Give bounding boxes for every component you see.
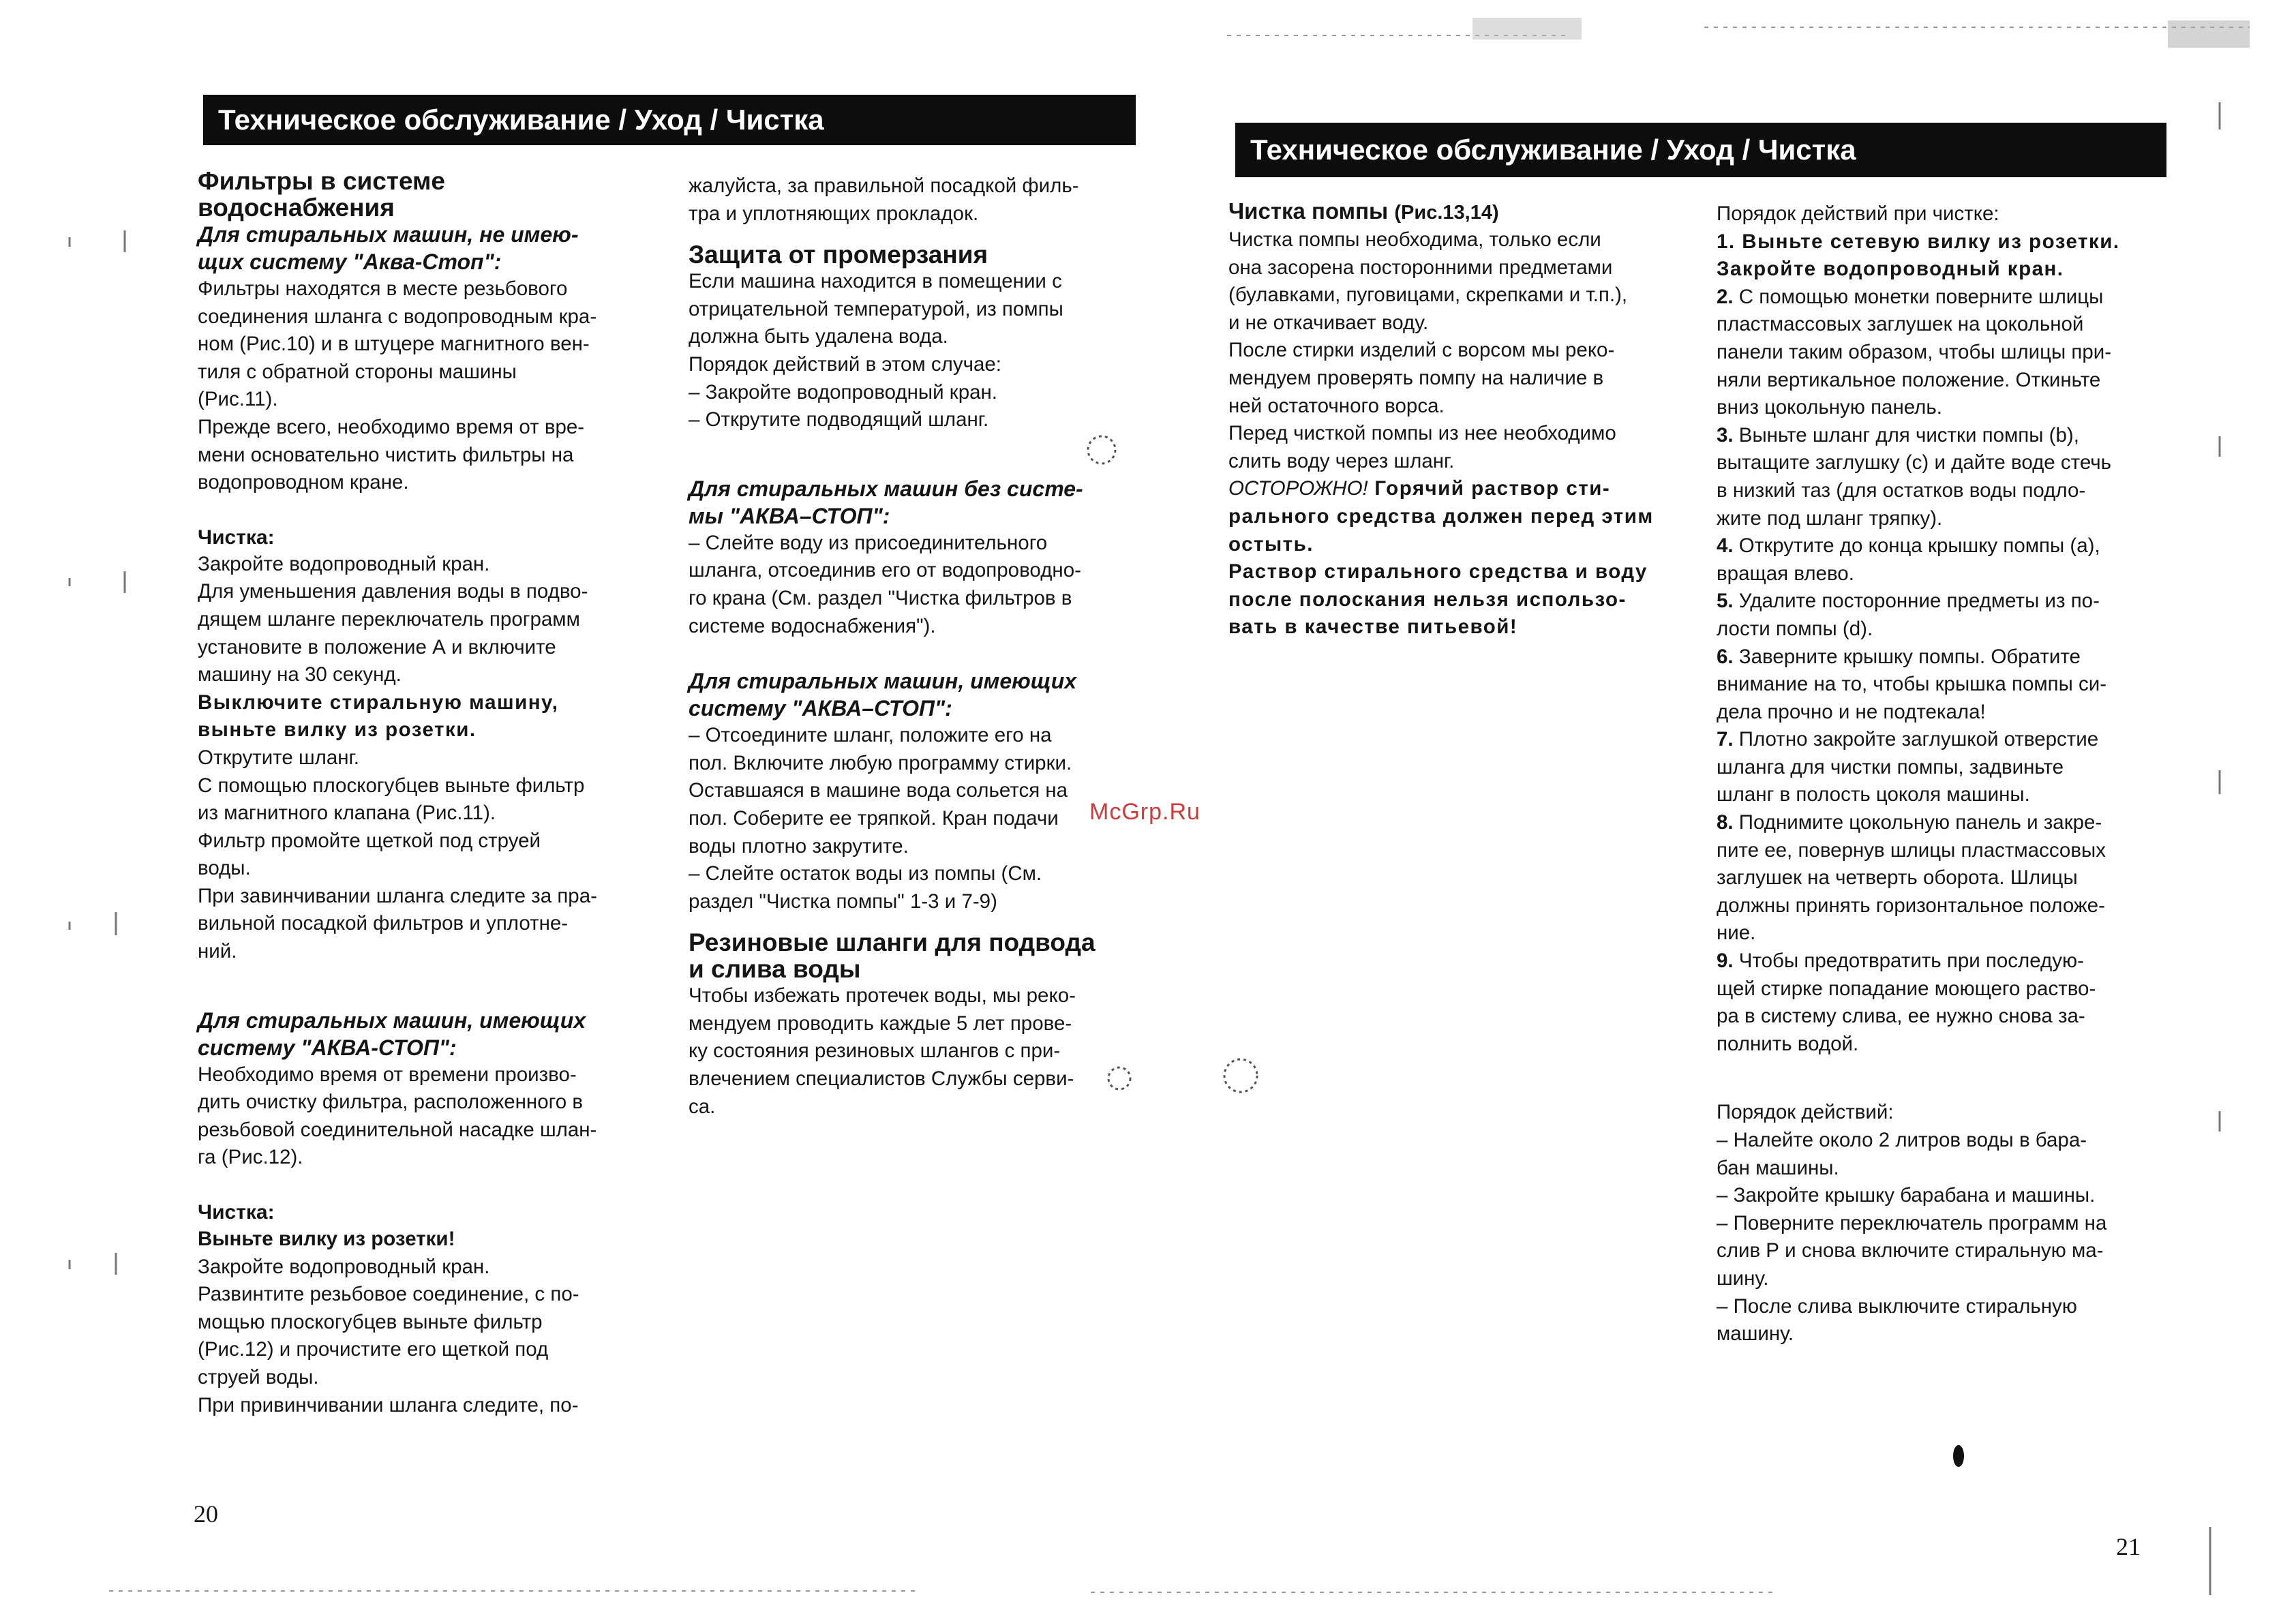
no-aqua-heading: Для стиральных машин без систе- xyxy=(689,476,1083,501)
text-line: мендуем проверять помпу на наличие в xyxy=(1228,366,1604,389)
text-line: дела прочно и не подтекала! xyxy=(1717,700,1986,723)
watermark: McGrp.Ru xyxy=(1089,799,1200,825)
text-line: Чтобы избежать протечек воды, мы реко- xyxy=(689,984,1076,1007)
text-line: лости помпы (d). xyxy=(1717,617,1873,640)
text-line: Перед чисткой помпы из нее необходимо xyxy=(1228,422,1616,445)
text-line: ном (Рис.10) и в штуцере магнитного вен- xyxy=(198,333,590,356)
bold-warning: выньте вилку из розетки. xyxy=(198,718,477,742)
text-line: шланга для чистки помпы, задвиньте xyxy=(1717,755,2064,778)
text-line: Открутите шланг. xyxy=(198,746,359,769)
text-line: Фильтры находятся в месте резьбового xyxy=(198,277,568,300)
text-line: должна быть удалена вода. xyxy=(689,325,948,348)
text-line: – Слейте остаток воды из помпы (См. xyxy=(689,862,1042,885)
text-line: в низкий таз (для остатков воды подло- xyxy=(1717,479,2086,502)
text-line: Закройте водопроводный кран. xyxy=(198,1255,490,1278)
aqua-heading-2: систему "АКВА-СТОП": xyxy=(198,1035,457,1060)
text-line: шланг в полость цоколя машины. xyxy=(1717,783,2030,806)
text-line: влечением специалистов Службы серви- xyxy=(689,1067,1074,1091)
text-line: внимание на то, чтобы крышка помпы си- xyxy=(1717,673,2107,696)
list-item: машину. xyxy=(1717,1322,1794,1346)
text-line: няли вертикальное положение. Откиньте xyxy=(1717,368,2101,391)
text-line: ней остаточного ворса. xyxy=(1228,394,1445,417)
list-item: шину. xyxy=(1717,1266,1769,1290)
hoses-title: Резиновые шланги для подвода xyxy=(689,928,1096,957)
step-1: 1. Выньте сетевую вилку из розетки. xyxy=(1717,230,2120,253)
cleaning-title: Чистка: xyxy=(198,526,275,549)
step-text: С помощью монетки поверните шлицы xyxy=(1733,285,2104,308)
bold-warning: Выньте вилку из розетки! xyxy=(198,1228,455,1251)
text-line: мощью плоскогубцев выньте фильтр xyxy=(198,1310,543,1333)
text-line: ра в систему слива, ее нужно снова за- xyxy=(1717,1005,2085,1028)
text-line: вниз цокольную панель. xyxy=(1717,396,1942,419)
right-column-2 xyxy=(1717,200,2166,1348)
text-line: мендуем проводить каждые 5 лет прове- xyxy=(689,1012,1072,1035)
text-line: заглушек на четверть оборота. Шлицы xyxy=(1717,866,2078,890)
cleaning-title-2: Чистка: xyxy=(198,1201,275,1224)
text-line: С помощью плоскогубцев выньте фильтр xyxy=(198,774,585,797)
step-number: 5. xyxy=(1717,590,1734,613)
text-line: ку состояния резиновых шлангов с при- xyxy=(689,1040,1061,1063)
list-item: бан машины. xyxy=(1717,1156,1839,1179)
no-aqua-heading-2: щих систему "Аква-Стоп": xyxy=(198,249,502,274)
text-line: – Слейте воду из присоединительного xyxy=(689,531,1048,554)
text-line: Необходимо время от времени произво- xyxy=(198,1063,577,1086)
page-number-left: 20 xyxy=(194,1500,218,1528)
text-line: полнить водой. xyxy=(1717,1032,1859,1055)
warning-text: рального средства должен перед этим xyxy=(1228,504,1654,528)
step-text: Открутите до конца крышку помпы (а), xyxy=(1733,534,2100,558)
step-number: 4. xyxy=(1717,534,1734,558)
text-line: жите под шланг тряпку). xyxy=(1717,506,1943,530)
text-line: (Рис.11). xyxy=(198,388,278,411)
text-line: дить очистку фильтра, расположенного в xyxy=(198,1091,583,1114)
step-1: Закройте водопроводный кран. xyxy=(1717,258,2064,281)
pump-title-ref: (Рис.13,14) xyxy=(1394,202,1499,224)
step-8 xyxy=(1717,809,2166,837)
text-line: – Открутите подводящий шланг. xyxy=(689,408,989,431)
text-line: мени основательно чистить фильтры на xyxy=(198,443,574,466)
text-line: пол. Включите любую программу стирки. xyxy=(689,751,1072,774)
text-line: – Отсоедините шланг, положите его на xyxy=(689,724,1052,747)
ink-dot xyxy=(1953,1445,1964,1467)
text-line: панели таким образом, чтобы шлицы при- xyxy=(1717,340,2112,363)
text-line: са. xyxy=(689,1095,716,1118)
text-line: Порядок действий в этом случае: xyxy=(689,352,1001,376)
step-text: Заверните крышку помпы. Обратите xyxy=(1733,645,2081,668)
filters-title: Фильтры в системе xyxy=(198,167,446,195)
text-line: пите ее, повернув шлицы пластмассовых xyxy=(1717,838,2106,862)
text-line: она засорена посторонними предметами xyxy=(1228,256,1613,279)
text-line: шланга, отсоединив его от водопроводно- xyxy=(689,559,1081,582)
warning-label: ОСТОРОЖНО! xyxy=(1228,477,1368,500)
text-line: Развинтите резьбовое соединение, с по- xyxy=(198,1283,579,1306)
text-line: го крана (См. раздел "Чистка фильтров в xyxy=(689,586,1072,609)
text-line: отрицательной температурой, из помпы xyxy=(689,297,1063,320)
warning-text: после полоскания нельзя использо- xyxy=(1228,588,1627,611)
step-4 xyxy=(1717,532,2166,560)
warning-text: Раствор стирального средства и воду xyxy=(1228,560,1648,583)
text-line: и не откачивает воду. xyxy=(1228,311,1429,334)
text-line: пластмассовых заглушек на цокольной xyxy=(1717,313,2084,336)
text-line: вильной посадкой фильтров и уплотне- xyxy=(198,912,569,935)
warning-text: остыть. xyxy=(1228,532,1314,556)
text-line: слить воду через шланг. xyxy=(1228,449,1455,472)
text-line: ний. xyxy=(198,940,237,963)
noise-blob xyxy=(1472,18,1582,40)
aqua-heading-2: систему "АКВА–СТОП": xyxy=(689,696,952,721)
text-line: из магнитного клапана (Рис.11). xyxy=(198,802,496,825)
text-line: вращая влево. xyxy=(1717,562,1854,585)
step-number: 2. xyxy=(1717,285,1734,308)
text-line: вытащите заглушку (c) и дайте воде стечь xyxy=(1717,451,2112,474)
hoses-title-2: и слива воды xyxy=(689,955,861,984)
step-number: 8. xyxy=(1717,811,1734,834)
left-column-2 xyxy=(689,172,1142,1121)
warning-text: Горячий раствор сти- xyxy=(1368,477,1611,500)
list-item: – Поверните переключатель программ на xyxy=(1717,1211,2107,1234)
text-line: га (Рис.12). xyxy=(198,1146,303,1169)
list-item: слив Р и снова включите стиральную ма- xyxy=(1717,1239,2104,1262)
text-line: Прежде всего, необходимо время от вре- xyxy=(198,415,585,438)
text-line: (Рис.12) и прочистите его щеткой под xyxy=(198,1338,549,1361)
bold-warning: Выключите стиральную машину, xyxy=(198,691,559,714)
text-line: резьбовой соединительной насадке шлан- xyxy=(198,1118,597,1141)
warning-text: вать в качестве питьевой! xyxy=(1228,616,1518,639)
text-line: дящем шланге переключатель программ xyxy=(198,607,580,631)
pump-title xyxy=(1228,198,1682,226)
right-column-1 xyxy=(1228,198,1682,641)
text-line: При привинчивании шланга следите, по- xyxy=(198,1393,579,1416)
text-line: жалуйста, за правильной посадкой филь- xyxy=(689,175,1079,197)
aqua-heading: Для стиральных машин, имеющих xyxy=(689,669,1077,694)
text-line: Если машина находится в помещении с xyxy=(689,270,1062,293)
step-3 xyxy=(1717,422,2166,450)
text-line: должны принять горизонтальное положе- xyxy=(1717,894,2105,917)
text-line: тиля с обратной стороны машины xyxy=(198,360,517,383)
list-item: – После слива выключите стиральную xyxy=(1717,1294,2077,1318)
text-line: При завинчивании шланга следите за пра- xyxy=(198,884,597,907)
step-text: Выньте шланг для чистки помпы (b), xyxy=(1733,423,2079,446)
no-aqua-heading: Для стиральных машин, не имею- xyxy=(198,222,579,247)
step-text: Чтобы предотвратить при последую- xyxy=(1733,950,2084,973)
text-line: Оставшаяся в машине вода сольется на xyxy=(689,779,1068,802)
left-column-1 xyxy=(198,168,648,1419)
text-line: После стирки изделий с ворсом мы реко- xyxy=(1228,339,1615,362)
step-text: Плотно закройте заглушкой отверстие xyxy=(1733,728,2099,751)
text-line: системе водоснабжения"). xyxy=(689,614,936,637)
text-line: струей воды. xyxy=(198,1366,319,1389)
text-line: тра и уплотняющих прокладок. xyxy=(689,202,979,225)
text-line: (булавками, пуговицами, скрепками и т.п.), xyxy=(1228,284,1628,307)
step-6 xyxy=(1717,643,2166,671)
text-line: Порядок действий: xyxy=(1717,1101,1894,1124)
page-number-right: 21 xyxy=(2116,1533,2141,1560)
text-line: пол. Соберите ее тряпкой. Кран подачи xyxy=(689,806,1059,830)
text-line: Для уменьшения давления воды в подво- xyxy=(198,580,588,603)
right-page-header: Техническое обслуживание / Уход / Чистка xyxy=(1235,123,2166,177)
step-7 xyxy=(1717,726,2166,754)
pump-title-text: Чистка помпы xyxy=(1228,198,1389,224)
list-item: – Закройте крышку барабана и машины. xyxy=(1717,1184,2096,1207)
filters-title-2: водоснабжения xyxy=(198,194,395,222)
step-number: 7. xyxy=(1717,728,1734,751)
text-line: щей стирке попадание моющего раство- xyxy=(1717,977,2096,1000)
no-aqua-heading-2: мы "АКВА–СТОП": xyxy=(689,503,890,528)
text-line: Закройте водопроводный кран. xyxy=(198,552,490,575)
step-9 xyxy=(1717,947,2166,975)
left-page-header: Техническое обслуживание / Уход / Чистка xyxy=(203,95,1136,145)
text-line: машину на 30 секунд. xyxy=(198,663,402,686)
step-number: 3. xyxy=(1717,423,1734,446)
text-line: ние. xyxy=(1717,922,1756,945)
text-line: воды плотно закрутите. xyxy=(689,834,909,858)
step-number: 9. xyxy=(1717,950,1734,973)
text-line: Порядок действий при чистке: xyxy=(1717,202,1999,225)
text-line: соединения шланга с водопроводным кра- xyxy=(198,305,597,328)
step-5 xyxy=(1717,588,2166,616)
noise-blob xyxy=(2168,20,2250,48)
text-line: раздел "Чистка помпы" 1-3 и 7-9) xyxy=(689,890,997,913)
frost-title: Защита от промерзания xyxy=(689,241,988,269)
text-line: Фильтр промойте щеткой под струей xyxy=(198,829,541,852)
warning-line xyxy=(1228,475,1682,503)
list-item: – Налейте около 2 литров воды в бара- xyxy=(1717,1129,2087,1151)
text-line: водопроводном кране. xyxy=(198,471,409,494)
step-2 xyxy=(1717,284,2166,312)
step-number: 6. xyxy=(1717,645,1734,668)
text-line: – Закройте водопроводный кран. xyxy=(689,380,998,404)
aqua-heading: Для стиральных машин, имеющих xyxy=(198,1007,586,1033)
step-text: Поднимите цокольную панель и закре- xyxy=(1733,811,2102,834)
text-line: воды. xyxy=(198,857,251,880)
text-line: установите в положение А и включите xyxy=(198,635,556,658)
text-line: Чистка помпы необходима, только если xyxy=(1228,228,1601,251)
step-text: Удалите посторонние предметы из по- xyxy=(1733,590,2100,613)
